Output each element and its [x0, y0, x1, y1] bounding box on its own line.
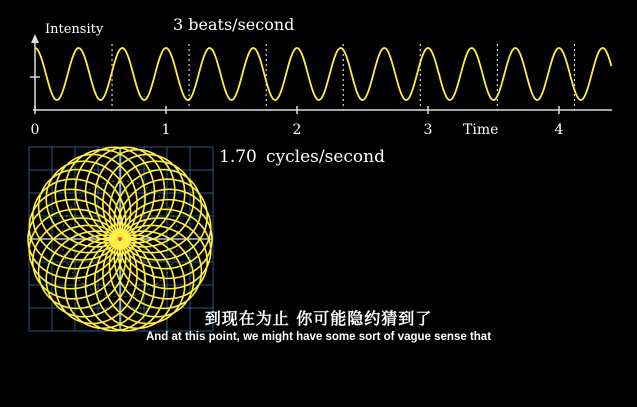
y-axis-label: Intensity: [45, 22, 104, 37]
center-of-mass-dot: [118, 237, 122, 241]
time-graph: [30, 15, 612, 138]
x-tick-label: 4: [554, 122, 564, 138]
beats-label: 3 beats/second: [173, 15, 295, 34]
beat-markers: [112, 44, 574, 110]
x-axis-label: Time: [463, 122, 499, 138]
winding-frequency-unit: cycles/second: [266, 147, 385, 167]
x-tick-label: 2: [292, 122, 302, 138]
x-tick-label: 3: [423, 122, 433, 138]
subtitle-english: And at this point, we might have some sort of vague sense that: [145, 331, 492, 343]
x-tick-label: 1: [161, 122, 171, 138]
signal-wave: [35, 48, 611, 100]
winding-frequency-value: 1.70: [219, 147, 257, 167]
subtitle-chinese: 到现在为止 你可能隐约猜到了: [204, 309, 433, 328]
winding-plane: [28, 147, 213, 331]
x-tick-label: 0: [30, 122, 40, 138]
y-axis-arrow: [31, 34, 39, 43]
